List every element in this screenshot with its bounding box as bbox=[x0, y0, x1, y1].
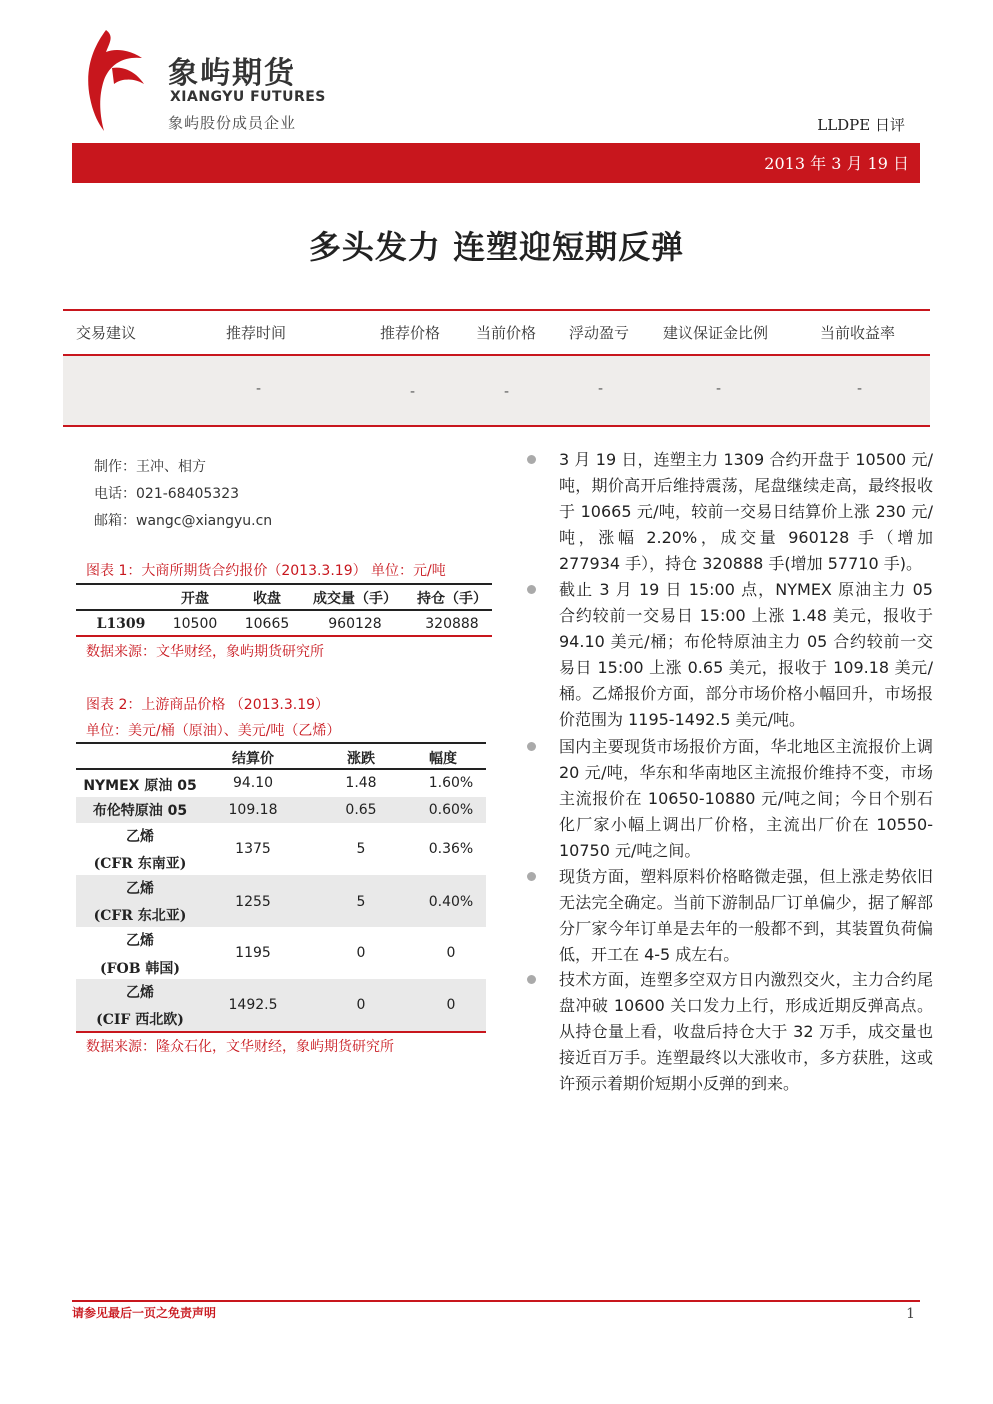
paragraph: 国内主要现货市场报价方面，华北地区主流报价上调 20 元/吨，华东和华南地区主流报价维持不变，市场主流报价在 10650-10880 元/吨之间；今日个别石化厂家小幅上调出厂价格，主流出厂价在 10550-10750 元/吨之间。 bbox=[559, 737, 933, 860]
bullet-icon bbox=[527, 975, 536, 984]
fig2-value-cell: 0 bbox=[356, 997, 366, 1013]
fig2-value-cell: 0.40% bbox=[428, 894, 474, 910]
trade-header-cell: 推荐价格 bbox=[380, 324, 441, 342]
trade-value-cell: - bbox=[857, 381, 863, 397]
table-rule bbox=[76, 583, 492, 585]
figure-2-unit: 单位：美元/桶（原油）、美元/吨（乙烯） bbox=[86, 723, 341, 739]
fig2-value-cell: 0.65 bbox=[345, 802, 377, 818]
fig2-value-cell: 94.10 bbox=[232, 775, 274, 791]
paragraph: 截止 3 月 19 日 15:00 点，NYMEX 原油主力 05 合约较前一交易日 15:00 上涨 1.48 美元，报收于 94.10 美元/桶；布伦特原油主力 05 合约较前一交易日 15:00 上涨 0.65 美元，报收于 109.18 美元/桶。乙烯报价方面，部分市场价格小幅回升，市场报价范围为 1195-1492.5 美元/吨。 bbox=[559, 580, 933, 729]
fig2-value-cell: 0.36% bbox=[428, 841, 474, 857]
report-title: 多头发力 连塑迎短期反弹 bbox=[308, 228, 685, 266]
fig2-name-sub-cell: (CFR 东南亚) bbox=[93, 856, 187, 872]
table-rule bbox=[76, 742, 486, 744]
paragraph: 现货方面，塑料原料价格略微走强，但上涨走势依旧无法完全确定。当前下游制品厂订单偏少，据了解部分厂家今年订单是去年的一般都不到，其装置负荷偏低，开工在 4-5 成左右。 bbox=[559, 867, 933, 964]
logo-subtitle: 象屿股份成员企业 bbox=[168, 114, 297, 132]
fig2-value-cell: 0 bbox=[356, 945, 366, 961]
bullet-icon bbox=[527, 872, 536, 881]
fig2-value-cell: 5 bbox=[356, 894, 366, 910]
fig2-name-cell: 乙烯 bbox=[126, 933, 154, 949]
bullet-icon bbox=[527, 742, 536, 751]
fig2-value-cell: 1.48 bbox=[345, 775, 377, 791]
fig1-contract-cell: L1309 bbox=[96, 616, 146, 632]
fig2-value-cell: 1195 bbox=[235, 945, 271, 961]
fig1-header-cell: 持仓（手） bbox=[417, 591, 487, 607]
figure-1-source: 数据来源：文华财经，象屿期货研究所 bbox=[86, 644, 324, 660]
fig2-name-sub-cell: (FOB 韩国) bbox=[99, 961, 181, 977]
phone-line: 电话：021-68405323 bbox=[94, 486, 240, 502]
fig2-name-cell: 乙烯 bbox=[126, 985, 154, 1001]
footer-rule bbox=[72, 1300, 920, 1302]
trade-table-bottom-rule bbox=[63, 425, 930, 427]
fig2-row bbox=[76, 823, 486, 875]
paragraph: 3 月 19 日，连塑主力 1309 合约开盘于 10500 元/吨，期价高开后维持震荡，尾盘继续走高，最终报收于 10665 元/吨，较前一交易日结算价上涨 230 元/吨，涨幅 2.20%，成交量 960128 手（增加 277934 手），持仓 320888 手(增加 57710 手)。 bbox=[559, 450, 933, 573]
fig2-name-cell: NYMEX 原油 05 bbox=[83, 778, 197, 794]
fig2-name-cell: 乙烯 bbox=[126, 829, 154, 845]
fig2-row bbox=[76, 875, 486, 927]
trade-value-cell: - bbox=[598, 381, 604, 397]
fig2-value-cell: 1.60% bbox=[428, 775, 474, 791]
fig1-value-cell: 10500 bbox=[172, 616, 218, 632]
fig2-name-cell: 布伦特原油 05 bbox=[92, 803, 188, 819]
document-type: LLDPE 日评 bbox=[817, 116, 905, 134]
figure-1-title: 图表 1：大商所期货合约报价（2013.3.19） 单位：元/吨 bbox=[86, 563, 446, 579]
trade-value-cell: - bbox=[256, 381, 262, 397]
fig1-header-cell: 开盘 bbox=[181, 591, 209, 607]
trade-header-cell: 推荐时间 bbox=[226, 324, 287, 342]
fig2-value-cell: 109.18 bbox=[228, 802, 278, 818]
fig1-header-cell: 成交量（手） bbox=[313, 591, 397, 607]
fig2-header-cell: 幅度 bbox=[429, 751, 457, 767]
fig2-name-sub-cell: (CFR 东北亚) bbox=[93, 908, 187, 924]
trade-header-cell: 交易建议 bbox=[76, 324, 137, 342]
table-rule bbox=[76, 609, 492, 611]
page-number: 1 bbox=[906, 1306, 915, 1322]
bullet-icon bbox=[527, 585, 536, 594]
trade-value-cell: - bbox=[504, 384, 510, 400]
fig2-header-cell: 结算价 bbox=[232, 751, 274, 767]
logo-chinese-name: 象屿期货 bbox=[168, 56, 296, 91]
logo-english-name: XIANGYU FUTURES bbox=[170, 89, 326, 105]
fig1-value-cell: 960128 bbox=[328, 616, 382, 632]
fig2-value-cell: 0.60% bbox=[428, 802, 474, 818]
disclaimer-note: 请参见最后一页之免责声明 bbox=[72, 1306, 217, 1320]
company-logo-mark bbox=[76, 28, 146, 133]
table-rule bbox=[76, 1031, 486, 1033]
trade-value-cell: - bbox=[716, 381, 722, 397]
fig2-value-cell: 0 bbox=[446, 945, 456, 961]
fig2-row bbox=[76, 770, 486, 797]
trade-table-top-rule bbox=[63, 309, 930, 311]
fig1-value-cell: 10665 bbox=[244, 616, 290, 632]
fig1-value-cell: 320888 bbox=[425, 616, 479, 632]
trade-value-cell: - bbox=[410, 384, 416, 400]
bullet-icon bbox=[527, 455, 536, 464]
fig2-value-cell: 1375 bbox=[235, 841, 271, 857]
trade-header-cell: 浮动盈亏 bbox=[569, 324, 630, 342]
fig2-value-cell: 1492.5 bbox=[228, 997, 278, 1013]
fig2-value-cell: 5 bbox=[356, 841, 366, 857]
table-rule bbox=[76, 635, 492, 637]
fig2-value-cell: 1255 bbox=[235, 894, 271, 910]
author-line: 制作：王冲、相方 bbox=[94, 459, 206, 475]
fig2-row bbox=[76, 927, 486, 979]
fig2-row bbox=[76, 979, 486, 1031]
figure-2-title: 图表 2：上游商品价格 （2013.3.19） bbox=[86, 697, 330, 713]
paragraph: 技术方面，连塑多空双方日内激烈交火，主力合约尾盘冲破 10600 关口发力上行，形成近期反弹高点。从持仓量上看，收盘后持仓大于 32 万手，成交量也接近百万手。连塑最终以大涨收市，多方获胜，这或许预示着期价短期小反弹的到来。 bbox=[559, 970, 933, 1093]
trade-table-value-row bbox=[63, 356, 930, 426]
report-date: 2013 年 3 月 19 日 bbox=[764, 154, 909, 173]
figure-2-source: 数据来源：隆众石化，文华财经，象屿期货研究所 bbox=[86, 1039, 394, 1055]
fig2-name-sub-cell: (CIF 西北欧) bbox=[96, 1012, 184, 1028]
trade-header-cell: 当前收益率 bbox=[820, 324, 896, 342]
trade-header-cell: 建议保证金比例 bbox=[663, 324, 769, 342]
fig2-value-cell: 0 bbox=[446, 997, 456, 1013]
fig2-name-cell: 乙烯 bbox=[126, 881, 154, 897]
fig2-header-cell: 涨跌 bbox=[347, 751, 375, 767]
email-line: 邮箱：wangc@xiangyu.cn bbox=[94, 513, 273, 529]
fig1-header-cell: 收盘 bbox=[253, 591, 281, 607]
trade-header-cell: 当前价格 bbox=[476, 324, 537, 342]
fig2-row bbox=[76, 797, 486, 823]
